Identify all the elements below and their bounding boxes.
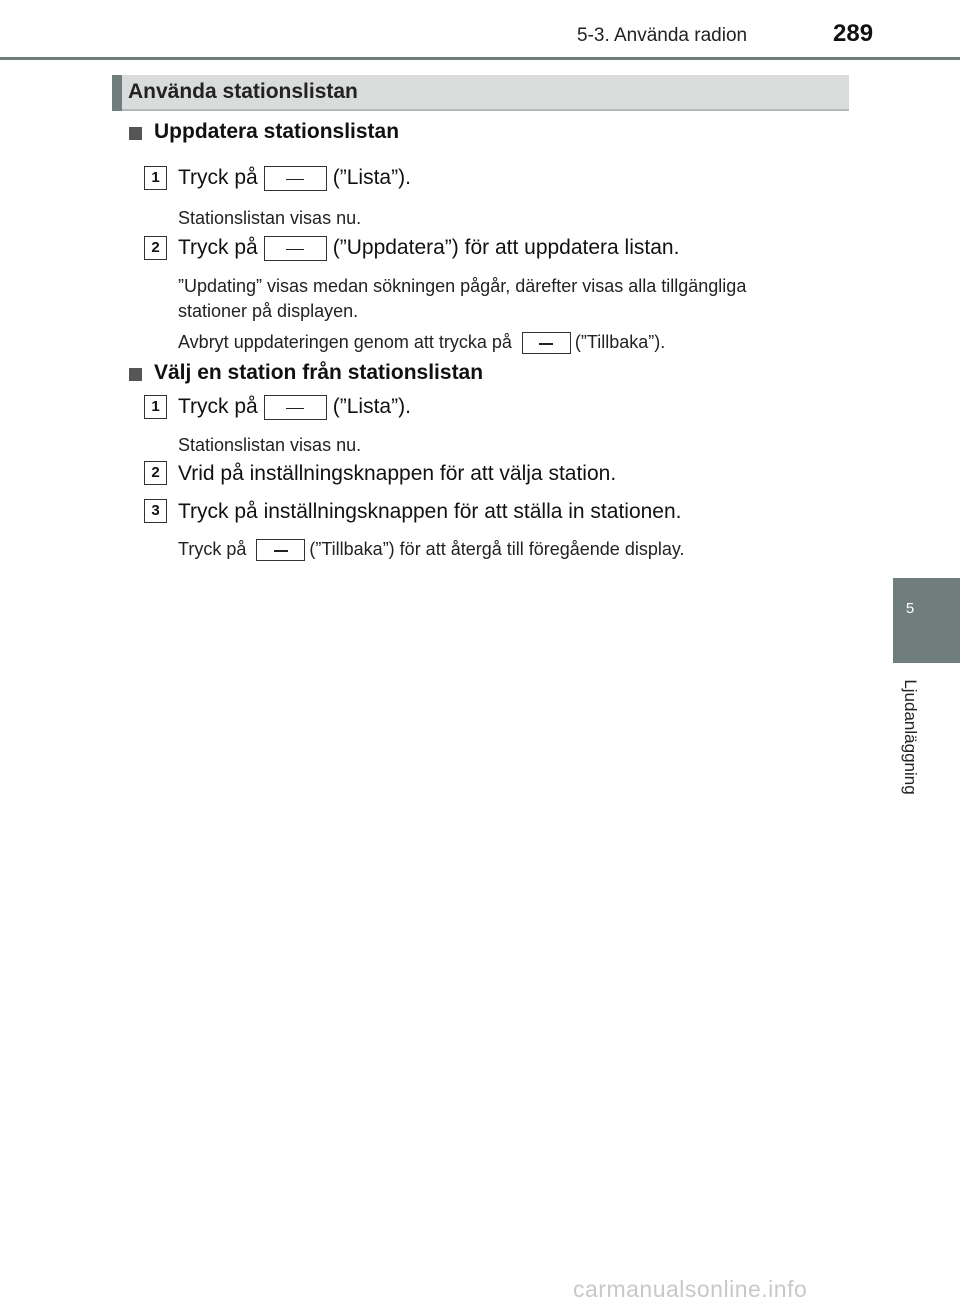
- step-number: 2: [144, 236, 167, 260]
- subheading-square-icon: [129, 368, 142, 381]
- update-key-icon: [264, 236, 327, 261]
- step-prefix: Tryck på: [178, 166, 258, 190]
- list-key-icon: [264, 395, 327, 420]
- page-number: 289: [833, 20, 874, 47]
- note-suffix: (”Tillbaka”) för att återgå till föregående display.: [309, 539, 685, 559]
- step-prefix: Tryck på: [178, 236, 258, 260]
- watermark: carmanualsonline.info: [573, 1276, 808, 1302]
- section-reference: 5-3. Använda radion: [577, 25, 748, 46]
- subheading-update-list: Uppdatera stationslistan: [154, 120, 400, 143]
- step-note: Stationslistan visas nu.: [178, 435, 362, 455]
- chapter-label: Ljudanläggning: [901, 679, 920, 795]
- header-rule: [0, 57, 960, 60]
- note-prefix: Tryck på: [178, 539, 247, 559]
- step-suffix: (”Lista”).: [332, 166, 411, 190]
- subheading-square-icon: [129, 127, 142, 140]
- step-instruction: [178, 395, 411, 420]
- note-prefix: Avbryt uppdateringen genom att trycka på: [178, 332, 512, 352]
- step-number: 3: [144, 499, 167, 523]
- step-number: 1: [144, 395, 167, 419]
- step-prefix: Tryck på: [178, 395, 258, 419]
- step-number: 1: [144, 166, 167, 190]
- step-instruction: [178, 166, 411, 191]
- step-note: [178, 330, 665, 355]
- note-suffix: (”Tillbaka”).: [574, 332, 666, 352]
- step-suffix: (”Lista”).: [332, 395, 411, 419]
- step-number: 2: [144, 461, 167, 485]
- chapter-number: 5: [905, 600, 915, 617]
- chapter-tab-bar: [893, 659, 960, 663]
- chapter-tab: [893, 578, 960, 659]
- step-note-line: stationer på displayen.: [178, 301, 359, 321]
- step-instruction: Vrid på inställningsknappen för att välja station.: [178, 462, 617, 485]
- subheading-select-station: Välj en station från stationslistan: [154, 361, 484, 384]
- section-title: Använda stationslistan: [128, 80, 358, 103]
- step-note: Stationslistan visas nu.: [178, 208, 362, 228]
- step-note-line: ”Updating” visas medan sökningen pågår, därefter visas alla tillgängliga: [178, 276, 747, 296]
- step-note: [178, 537, 685, 562]
- step-instruction: Tryck på inställningsknappen för att ställa in stationen.: [178, 500, 682, 523]
- step-instruction: [178, 236, 679, 261]
- back-key-icon: [522, 332, 571, 354]
- section-title-accent: [112, 75, 122, 111]
- back-key-icon: [256, 539, 305, 561]
- step-suffix: (”Uppdatera”) för att uppdatera listan.: [332, 236, 680, 260]
- list-key-icon: [264, 166, 327, 191]
